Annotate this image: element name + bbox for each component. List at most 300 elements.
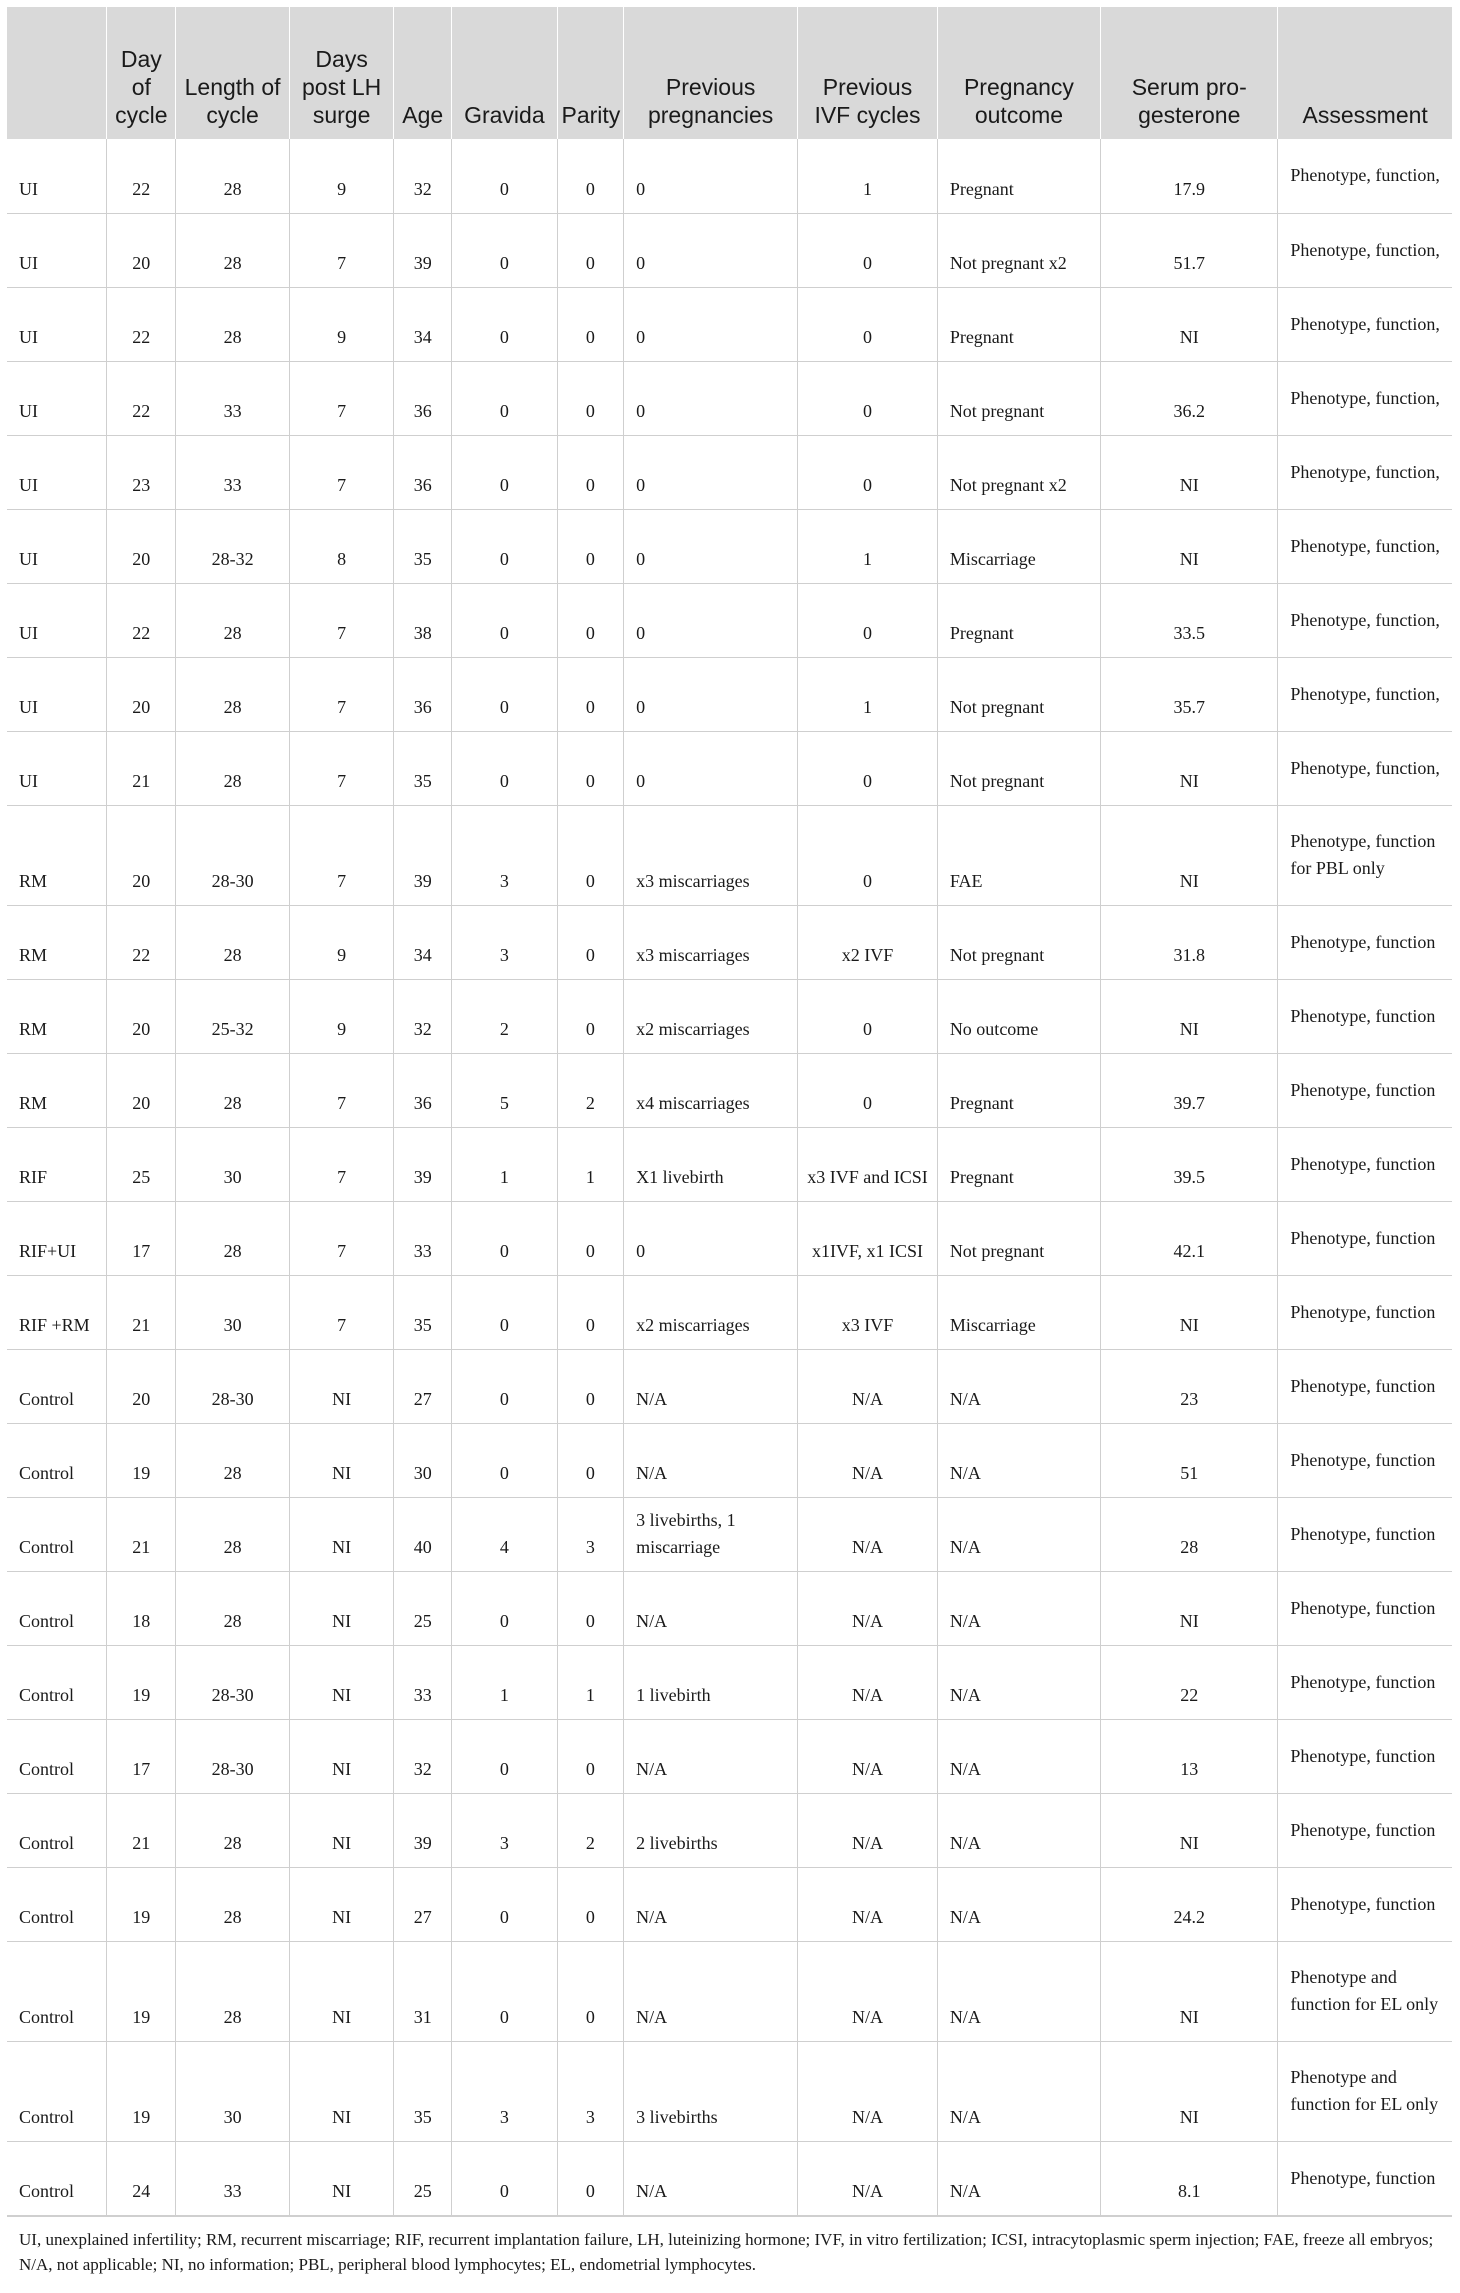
table-cell: 0: [557, 435, 624, 509]
table-cell: Control: [7, 1349, 107, 1423]
table-cell: 30: [394, 1423, 452, 1497]
table-cell: 0: [624, 731, 798, 805]
table-cell: Phenotype, function,: [1278, 435, 1452, 509]
table-cell: 32: [394, 1719, 452, 1793]
table-cell: 19: [107, 1941, 176, 2041]
table-cell: NI: [290, 1645, 394, 1719]
table-cell: 28: [176, 213, 290, 287]
table-cell: 38: [394, 583, 452, 657]
table-cell: 33: [176, 435, 290, 509]
table-cell: 0: [557, 657, 624, 731]
table-cell: 0: [557, 805, 624, 905]
table-cell: RIF: [7, 1127, 107, 1201]
table-cell: 0: [452, 657, 557, 731]
table-cell: x3 miscarriages: [624, 805, 798, 905]
table-cell: Control: [7, 2141, 107, 2215]
table-row: [7, 1497, 1452, 1571]
table-cell: RIF +RM: [7, 1275, 107, 1349]
table-cell: 0: [557, 2141, 624, 2215]
table-cell: N/A: [798, 2041, 938, 2141]
table-cell: NI: [1101, 2041, 1278, 2141]
table-cell: 3: [452, 805, 557, 905]
table-cell: 28: [176, 1201, 290, 1275]
table-cell: Control: [7, 2041, 107, 2141]
table-row: [7, 905, 1452, 979]
table-cell: 17.9: [1101, 139, 1278, 213]
table-cell: Phenotype, function: [1278, 1423, 1452, 1497]
table-cell: RM: [7, 905, 107, 979]
table-cell: 0: [452, 1571, 557, 1645]
table-cell: N/A: [937, 1497, 1100, 1571]
table-cell: 7: [290, 435, 394, 509]
table-cell: 0: [452, 139, 557, 213]
table-cell: 28-30: [176, 1645, 290, 1719]
table-cell: 22: [107, 905, 176, 979]
table-cell: UI: [7, 139, 107, 213]
table-cell: NI: [290, 1719, 394, 1793]
table-cell: N/A: [937, 1941, 1100, 2041]
table-cell: 19: [107, 1423, 176, 1497]
table-cell: NI: [1101, 287, 1278, 361]
table-cell: 0: [798, 213, 938, 287]
table-cell: N/A: [798, 2141, 938, 2215]
table-cell: 9: [290, 979, 394, 1053]
table-cell: 7: [290, 583, 394, 657]
table-cell: 0: [798, 731, 938, 805]
table-cell: 39: [394, 1793, 452, 1867]
table-cell: 0: [624, 1201, 798, 1275]
table-cell: 27: [394, 1867, 452, 1941]
table-cell: 24.2: [1101, 1867, 1278, 1941]
table-cell: UI: [7, 509, 107, 583]
table-cell: 1: [452, 1645, 557, 1719]
table-cell: N/A: [624, 1571, 798, 1645]
table-cell: 0: [452, 1423, 557, 1497]
table-cell: N/A: [798, 1497, 938, 1571]
table-cell: 22: [107, 139, 176, 213]
table-cell: 30: [176, 2041, 290, 2141]
table-cell: 0: [624, 509, 798, 583]
table-cell: 7: [290, 1127, 394, 1201]
table-cell: 28: [176, 731, 290, 805]
table-cell: Phenotype, function: [1278, 1201, 1452, 1275]
table-row: [7, 1941, 1452, 2041]
table-cell: 0: [557, 1867, 624, 1941]
table-cell: 36: [394, 361, 452, 435]
table-cell: Phenotype, function,: [1278, 139, 1452, 213]
table-cell: Control: [7, 1867, 107, 1941]
table-cell: 0: [452, 1867, 557, 1941]
table-row: [7, 731, 1452, 805]
table-cell: 28-30: [176, 1719, 290, 1793]
table-row: [7, 1275, 1452, 1349]
table-cell: x2 miscarriages: [624, 1275, 798, 1349]
table-cell: 0: [557, 979, 624, 1053]
table-cell: 25: [394, 2141, 452, 2215]
table-cell: 3: [557, 2041, 624, 2141]
table-cell: 1: [557, 1645, 624, 1719]
table-cell: Phenotype and function for EL only: [1278, 1941, 1452, 2041]
table-row: [7, 1571, 1452, 1645]
table-cell: No outcome: [937, 979, 1100, 1053]
table-cell: Phenotype, function: [1278, 979, 1452, 1053]
table-cell: 33: [394, 1645, 452, 1719]
table-cell: RM: [7, 1053, 107, 1127]
table-cell: 25: [394, 1571, 452, 1645]
table-cell: 32: [394, 979, 452, 1053]
table-cell: 20: [107, 805, 176, 905]
table-cell: NI: [1101, 1941, 1278, 2041]
table-cell: 9: [290, 139, 394, 213]
table-cell: 0: [798, 1053, 938, 1127]
table-row: [7, 1127, 1452, 1201]
table-cell: NI: [290, 1941, 394, 2041]
table-cell: 36: [394, 657, 452, 731]
table-cell: 1: [798, 139, 938, 213]
table-cell: 7: [290, 213, 394, 287]
table-cell: 34: [394, 287, 452, 361]
table-cell: N/A: [937, 1645, 1100, 1719]
table-cell: 35.7: [1101, 657, 1278, 731]
table-cell: UI: [7, 213, 107, 287]
table-cell: N/A: [798, 1349, 938, 1423]
table-cell: 0: [452, 1719, 557, 1793]
table-cell: 40: [394, 1497, 452, 1571]
table-cell: Phenotype, function: [1278, 1645, 1452, 1719]
table-cell: NI: [290, 1793, 394, 1867]
table-cell: 0: [557, 1201, 624, 1275]
table-cell: 0: [557, 1275, 624, 1349]
table-cell: Control: [7, 1497, 107, 1571]
table-cell: 0: [452, 1275, 557, 1349]
table-cell: 20: [107, 979, 176, 1053]
table-cell: 0: [798, 287, 938, 361]
table-cell: 0: [557, 1423, 624, 1497]
table-cell: 0: [798, 435, 938, 509]
table-cell: NI: [290, 1349, 394, 1423]
table-cell: 0: [452, 2141, 557, 2215]
table-row: [7, 1053, 1452, 1127]
table-cell: NI: [1101, 805, 1278, 905]
table-cell: 28: [176, 1497, 290, 1571]
table-cell: 0: [452, 509, 557, 583]
table-cell: 0: [452, 1349, 557, 1423]
table-cell: Not pregnant: [937, 905, 1100, 979]
table-cell: 7: [290, 657, 394, 731]
table-cell: 36.2: [1101, 361, 1278, 435]
table-cell: 1 livebirth: [624, 1645, 798, 1719]
table-cell: 22: [107, 361, 176, 435]
table-cell: 7: [290, 731, 394, 805]
table-cell: 33: [176, 2141, 290, 2215]
table-cell: 0: [452, 731, 557, 805]
table-cell: N/A: [798, 1793, 938, 1867]
table-cell: Control: [7, 1719, 107, 1793]
table-row: [7, 1719, 1452, 1793]
table-row: [7, 657, 1452, 731]
column-header: Previous IVF cycles: [798, 7, 938, 139]
table-cell: x3 IVF and ICSI: [798, 1127, 938, 1201]
table-cell: N/A: [798, 1423, 938, 1497]
table-cell: 0: [452, 287, 557, 361]
table-cell: NI: [290, 1867, 394, 1941]
table-cell: FAE: [937, 805, 1100, 905]
table-cell: 31: [394, 1941, 452, 2041]
table-cell: 39.5: [1101, 1127, 1278, 1201]
table-cell: NI: [290, 1423, 394, 1497]
table-cell: 7: [290, 1053, 394, 1127]
table-row: [7, 1793, 1452, 1867]
table-cell: 22: [107, 583, 176, 657]
table-cell: 0: [624, 657, 798, 731]
table-row: [7, 1645, 1452, 1719]
table-cell: 0: [557, 213, 624, 287]
table-cell: x2 IVF: [798, 905, 938, 979]
table-cell: 39: [394, 213, 452, 287]
table-row: [7, 805, 1452, 905]
table-cell: 8.1: [1101, 2141, 1278, 2215]
table-cell: N/A: [624, 1719, 798, 1793]
table-cell: 0: [557, 361, 624, 435]
table-cell: 23: [1101, 1349, 1278, 1423]
column-header: Serum pro-gesterone: [1101, 7, 1278, 139]
table-cell: 0: [452, 583, 557, 657]
table-cell: 2: [452, 979, 557, 1053]
table-row: [7, 509, 1452, 583]
table-cell: Pregnant: [937, 583, 1100, 657]
table-cell: 25-32: [176, 979, 290, 1053]
table-cell: Miscarriage: [937, 509, 1100, 583]
table-cell: Control: [7, 1941, 107, 2041]
table-cell: Phenotype, function: [1278, 1793, 1452, 1867]
table-cell: 1: [798, 509, 938, 583]
table-cell: 19: [107, 1867, 176, 1941]
table-cell: 7: [290, 1275, 394, 1349]
table-cell: 28: [176, 1423, 290, 1497]
table-cell: x2 miscarriages: [624, 979, 798, 1053]
table-cell: 0: [557, 139, 624, 213]
table-cell: Phenotype, function,: [1278, 509, 1452, 583]
column-header: Pregnancy outcome: [937, 7, 1100, 139]
table-cell: 28: [176, 1941, 290, 2041]
table-row: [7, 1349, 1452, 1423]
table-cell: 28: [176, 1793, 290, 1867]
table-cell: 28: [176, 287, 290, 361]
column-header: Previous pregnancies: [624, 7, 798, 139]
table-cell: 2: [557, 1053, 624, 1127]
table-cell: Phenotype and function for EL only: [1278, 2041, 1452, 2141]
table-cell: 20: [107, 1349, 176, 1423]
table-cell: 0: [624, 361, 798, 435]
table-cell: 18: [107, 1571, 176, 1645]
table-cell: 0: [557, 905, 624, 979]
table-cell: Phenotype, function,: [1278, 583, 1452, 657]
table-cell: 30: [176, 1127, 290, 1201]
table-cell: Not pregnant x2: [937, 435, 1100, 509]
table-cell: 3: [452, 905, 557, 979]
table-cell: 0: [624, 213, 798, 287]
table-cell: NI: [290, 1497, 394, 1571]
table-row: [7, 361, 1452, 435]
table-row: [7, 2041, 1452, 2141]
table-cell: RM: [7, 805, 107, 905]
table-cell: x1IVF, x1 ICSI: [798, 1201, 938, 1275]
table-cell: 9: [290, 905, 394, 979]
column-header: Gravida: [452, 7, 557, 139]
table-cell: Phenotype, function,: [1278, 361, 1452, 435]
table-cell: 19: [107, 2041, 176, 2141]
table-cell: 7: [290, 361, 394, 435]
table-cell: NI: [1101, 1571, 1278, 1645]
table-cell: Not pregnant: [937, 731, 1100, 805]
table-cell: 24: [107, 2141, 176, 2215]
table-cell: Pregnant: [937, 287, 1100, 361]
table-row: [7, 1867, 1452, 1941]
table-cell: NI: [1101, 1275, 1278, 1349]
table-cell: N/A: [624, 1423, 798, 1497]
table-cell: 13: [1101, 1719, 1278, 1793]
table-cell: NI: [1101, 979, 1278, 1053]
table-cell: N/A: [798, 1571, 938, 1645]
table-cell: UI: [7, 583, 107, 657]
table-cell: 17: [107, 1719, 176, 1793]
table-cell: 0: [452, 435, 557, 509]
table-cell: 20: [107, 509, 176, 583]
table-cell: 3: [452, 2041, 557, 2141]
column-header: Length of cycle: [176, 7, 290, 139]
table-cell: 0: [557, 583, 624, 657]
table-cell: Control: [7, 1571, 107, 1645]
table-cell: Phenotype, function: [1278, 905, 1452, 979]
table-cell: 51.7: [1101, 213, 1278, 287]
table-cell: 20: [107, 1053, 176, 1127]
table-cell: 28-32: [176, 509, 290, 583]
table-cell: Miscarriage: [937, 1275, 1100, 1349]
table-cell: Phenotype, function: [1278, 2141, 1452, 2215]
table-cell: 35: [394, 509, 452, 583]
table-cell: 0: [557, 731, 624, 805]
table-cell: 3 livebirths: [624, 2041, 798, 2141]
table-cell: UI: [7, 731, 107, 805]
table-cell: 23: [107, 435, 176, 509]
table-cell: Phenotype, function: [1278, 1053, 1452, 1127]
table-cell: 3: [452, 1793, 557, 1867]
table-cell: 35: [394, 731, 452, 805]
table-cell: 33: [394, 1201, 452, 1275]
table-cell: N/A: [937, 1719, 1100, 1793]
table-cell: 21: [107, 1275, 176, 1349]
table-cell: 0: [624, 435, 798, 509]
table-cell: 0: [624, 287, 798, 361]
table-cell: NI: [1101, 1793, 1278, 1867]
table-cell: 33.5: [1101, 583, 1278, 657]
table-cell: 3: [557, 1497, 624, 1571]
table-cell: N/A: [624, 2141, 798, 2215]
header-row: [7, 7, 1452, 139]
table-body: [7, 139, 1452, 2215]
table-cell: Control: [7, 1423, 107, 1497]
table-cell: 1: [452, 1127, 557, 1201]
column-header: Assessment: [1278, 7, 1452, 139]
table-cell: Not pregnant: [937, 657, 1100, 731]
table-cell: 5: [452, 1053, 557, 1127]
table-cell: UI: [7, 361, 107, 435]
table-row: [7, 435, 1452, 509]
table-cell: 0: [452, 213, 557, 287]
table-cell: 20: [107, 213, 176, 287]
table-cell: Phenotype, function,: [1278, 731, 1452, 805]
patient-characteristics-table: [7, 7, 1452, 2216]
table-cell: Phenotype, function,: [1278, 287, 1452, 361]
table-cell: 33: [176, 361, 290, 435]
table-cell: N/A: [624, 1867, 798, 1941]
table-row: [7, 1201, 1452, 1275]
table-cell: NI: [290, 1571, 394, 1645]
table-cell: 28: [176, 1053, 290, 1127]
table-cell: 28: [1101, 1497, 1278, 1571]
table-cell: 32: [394, 139, 452, 213]
table-cell: x3 miscarriages: [624, 905, 798, 979]
table-container: [7, 7, 1452, 2277]
table-cell: Phenotype, function: [1278, 1497, 1452, 1571]
table-cell: 0: [624, 583, 798, 657]
table-cell: Phenotype, function: [1278, 1719, 1452, 1793]
table-cell: 0: [798, 805, 938, 905]
table-cell: NI: [1101, 435, 1278, 509]
column-header: [7, 7, 107, 139]
table-cell: N/A: [937, 1793, 1100, 1867]
table-cell: 28: [176, 905, 290, 979]
table-cell: x4 miscarriages: [624, 1053, 798, 1127]
table-cell: 27: [394, 1349, 452, 1423]
table-cell: x3 IVF: [798, 1275, 938, 1349]
table-cell: 7: [290, 805, 394, 905]
table-cell: 39.7: [1101, 1053, 1278, 1127]
table-cell: 30: [176, 1275, 290, 1349]
table-row: [7, 583, 1452, 657]
table-cell: 0: [798, 979, 938, 1053]
table-cell: Pregnant: [937, 1127, 1100, 1201]
table-cell: 28: [176, 657, 290, 731]
table-cell: 0: [798, 583, 938, 657]
table-cell: Phenotype, function: [1278, 1349, 1452, 1423]
table-cell: 2: [557, 1793, 624, 1867]
table-cell: 22: [107, 287, 176, 361]
table-cell: 0: [452, 1201, 557, 1275]
table-cell: Phenotype, function: [1278, 1571, 1452, 1645]
table-cell: 0: [557, 1941, 624, 2041]
table-cell: X1 livebirth: [624, 1127, 798, 1201]
table-cell: 1: [798, 657, 938, 731]
table-cell: Phenotype, function,: [1278, 657, 1452, 731]
table-cell: 35: [394, 1275, 452, 1349]
table-cell: 9: [290, 287, 394, 361]
table-cell: NI: [1101, 731, 1278, 805]
table-cell: 25: [107, 1127, 176, 1201]
table-cell: 0: [557, 1719, 624, 1793]
table-row: [7, 139, 1452, 213]
table-cell: 0: [557, 287, 624, 361]
table-cell: NI: [1101, 509, 1278, 583]
table-row: [7, 979, 1452, 1053]
table-cell: 42.1: [1101, 1201, 1278, 1275]
table-cell: Phenotype, function,: [1278, 213, 1452, 287]
table-cell: 28: [176, 583, 290, 657]
table-cell: Phenotype, function for PBL only: [1278, 805, 1452, 905]
table-cell: N/A: [798, 1719, 938, 1793]
table-cell: Phenotype, function: [1278, 1867, 1452, 1941]
table-cell: N/A: [937, 1423, 1100, 1497]
